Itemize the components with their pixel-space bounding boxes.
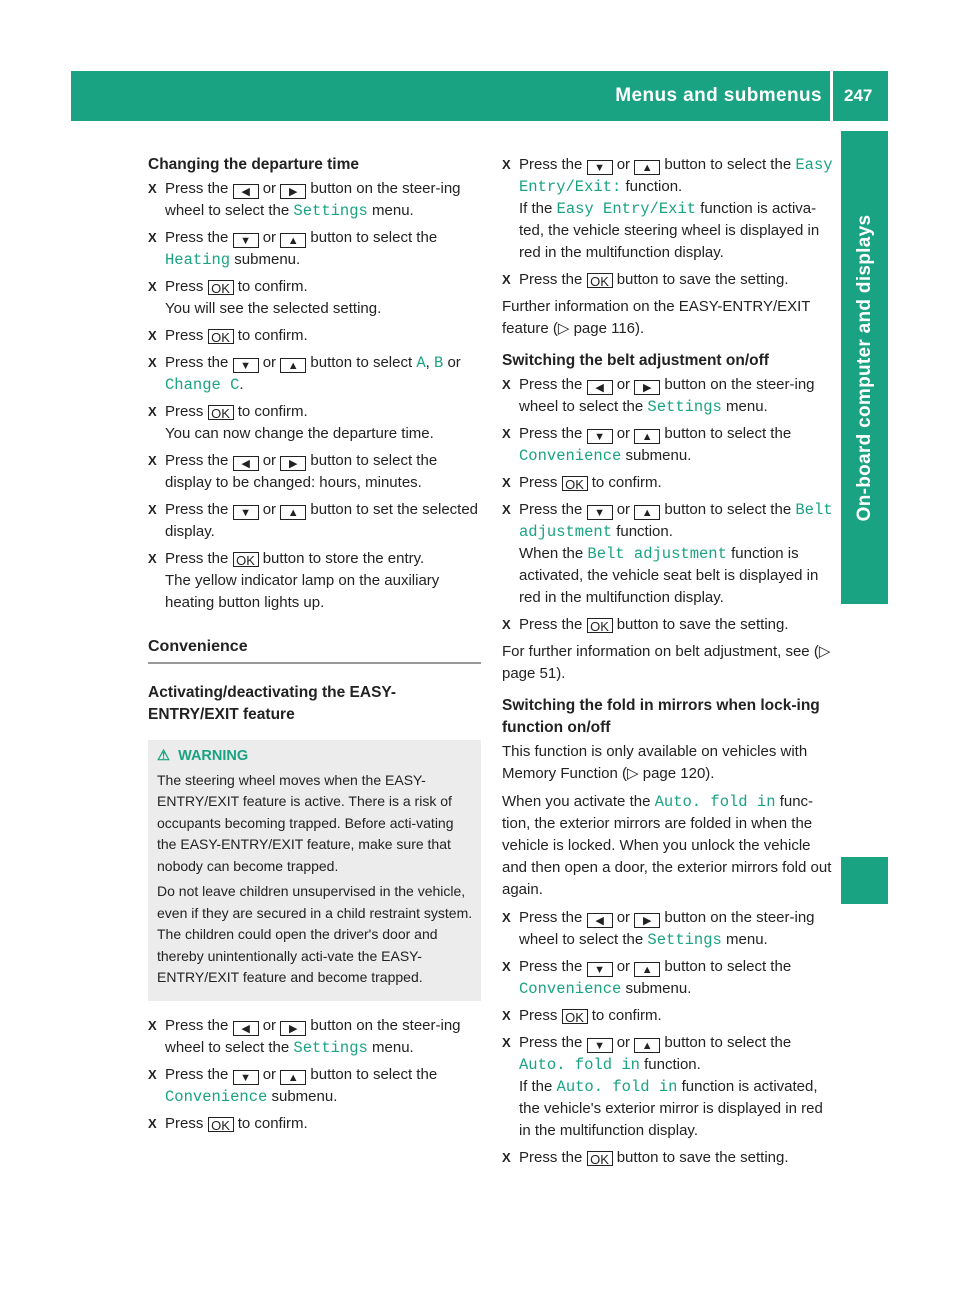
step: X Press the ▼ or ▲ button to select the Heating submenu. xyxy=(148,227,481,271)
paragraph: When you activate the Auto. fold in func-tion, the exterior mirrors are folded in when the vehicle is locked. When you unlock the vehicle and then open a door, the exterior mirrors fold out again. xyxy=(502,793,832,898)
ok-key-icon: OK xyxy=(562,1009,588,1024)
side-tab-label: On-board computer and displays xyxy=(854,214,875,522)
warning-triangle-icon: ⚠ xyxy=(157,748,170,764)
heading-easy-entry: Activating/deactivating the EASY-ENTRY/EXIT feature xyxy=(148,684,397,723)
header-title: Menus and submenus xyxy=(615,85,822,106)
paragraph: This function is only available on vehicles with Memory Function (▷ page 120). xyxy=(502,743,808,782)
up-arrow-key-icon: ▲ xyxy=(280,505,306,520)
side-marker xyxy=(841,857,888,904)
left-column xyxy=(148,154,481,1140)
up-arrow-key-icon: ▲ xyxy=(634,160,660,175)
right-arrow-key-icon: ▶ xyxy=(280,1021,306,1036)
step: X Press the ◀ or ▶ button on the steer-ing wheel to select the Settings menu. xyxy=(148,1015,481,1059)
down-arrow-key-icon: ▼ xyxy=(233,233,259,248)
down-arrow-key-icon: ▼ xyxy=(587,429,613,444)
paragraph: For further information on belt adjustment, see (▷ page 51). xyxy=(502,643,831,682)
heading-belt: Switching the belt adjustment on/off xyxy=(502,352,769,369)
down-arrow-key-icon: ▼ xyxy=(233,505,259,520)
step: X Press the ◀ or ▶ button to select the display to be changed: hours, minutes. xyxy=(148,450,481,494)
step: X Press the ◀ or ▶ button on the steer-ing wheel to select the Settings menu. xyxy=(148,178,481,222)
step: X Press OK to confirm. You can now change the departure time. xyxy=(148,401,481,445)
up-arrow-key-icon: ▲ xyxy=(280,233,306,248)
step: X Press the ◀ or ▶ button on the steer-ing wheel to select the Settings menu. xyxy=(502,907,835,951)
right-arrow-key-icon: ▶ xyxy=(634,380,660,395)
step: X Press OK to confirm. xyxy=(148,325,481,347)
page-number: 247 xyxy=(844,86,873,105)
step: X Press OK to confirm. xyxy=(502,472,835,494)
right-arrow-key-icon: ▶ xyxy=(634,913,660,928)
step: X Press the ▼ or ▲ button to select the Auto. fold in function. If the Auto. fold in function is activated, the vehicle's exterior mirror is displayed in red in the multifunction display. xyxy=(502,1032,835,1142)
step: X Press the ◀ or ▶ button on the steer-ing wheel to select the Settings menu. xyxy=(502,374,835,418)
menu-term: Settings xyxy=(293,202,368,220)
left-arrow-key-icon: ◀ xyxy=(233,1021,259,1036)
step: X Press OK to confirm. xyxy=(502,1005,835,1027)
warning-text: Do not leave children unsupervised in the vehicle, even if they are secured in a child restraint system. The children could open the driver's door and thereby unintentionally acti-vate the EASY-ENTRY/EXIT feature and become trapped. xyxy=(157,883,473,985)
up-arrow-key-icon: ▲ xyxy=(634,429,660,444)
ok-key-icon: OK xyxy=(208,329,234,344)
heading-fold: Switching the fold in mirrors when lock-ing function on/off xyxy=(502,697,820,736)
step: X Press the OK button to save the setting. xyxy=(502,614,835,636)
menu-term: Heating xyxy=(165,251,231,269)
up-arrow-key-icon: ▲ xyxy=(280,1070,306,1085)
section-title-convenience: Convenience xyxy=(148,636,481,664)
step: X Press the ▼ or ▲ button to select A, B or Change C. xyxy=(148,352,481,396)
down-arrow-key-icon: ▼ xyxy=(233,358,259,373)
step: X Press the ▼ or ▲ button to select the Convenience submenu. xyxy=(502,423,835,467)
step: X Press the OK button to store the entry. The yellow indicator lamp on the auxiliary heating button lights up. xyxy=(148,548,481,614)
left-arrow-key-icon: ◀ xyxy=(233,456,259,471)
left-arrow-key-icon: ◀ xyxy=(233,184,259,199)
down-arrow-key-icon: ▼ xyxy=(587,962,613,977)
ok-key-icon: OK xyxy=(208,280,234,295)
up-arrow-key-icon: ▲ xyxy=(634,962,660,977)
down-arrow-key-icon: ▼ xyxy=(587,160,613,175)
down-arrow-key-icon: ▼ xyxy=(587,505,613,520)
step: X Press OK to confirm. xyxy=(148,1113,481,1135)
warning-text: The steering wheel moves when the EASY-ENTRY/EXIT feature is active. There is a risk of occupants becoming trapped. Before acti-vating the EASY-ENTRY/EXIT feature, make sure that nobody can become trapped. xyxy=(157,771,454,874)
up-arrow-key-icon: ▲ xyxy=(634,505,660,520)
up-arrow-key-icon: ▲ xyxy=(634,1038,660,1053)
step: X Press the ▼ or ▲ button to select the Convenience submenu. xyxy=(148,1064,481,1108)
header-divider xyxy=(830,71,833,121)
up-arrow-key-icon: ▲ xyxy=(280,358,306,373)
left-arrow-key-icon: ◀ xyxy=(587,380,613,395)
step: X Press the OK button to save the setting. xyxy=(502,269,835,291)
left-arrow-key-icon: ◀ xyxy=(587,913,613,928)
ok-key-icon: OK xyxy=(208,1117,234,1132)
ok-key-icon: OK xyxy=(587,618,613,633)
ok-key-icon: OK xyxy=(587,273,613,288)
step: X Press the ▼ or ▲ button to select the Easy Entry/Exit: function. If the Easy Entry/Exit function is activa-ted, the vehicle steering wheel is displayed in red in the multifunction display. xyxy=(502,154,835,264)
ok-key-icon: OK xyxy=(562,476,588,491)
right-column xyxy=(502,154,835,1174)
step: X Press the OK button to save the setting. xyxy=(502,1147,835,1169)
step: X Press OK to confirm. You will see the selected setting. xyxy=(148,276,481,320)
ok-key-icon: OK xyxy=(587,1151,613,1166)
warning-box xyxy=(148,740,481,1001)
heading-departure: Changing the departure time xyxy=(148,156,359,173)
down-arrow-key-icon: ▼ xyxy=(233,1070,259,1085)
right-arrow-key-icon: ▶ xyxy=(280,456,306,471)
right-arrow-key-icon: ▶ xyxy=(280,184,306,199)
paragraph: Further information on the EASY-ENTRY/EXIT feature (▷ page 116). xyxy=(502,298,811,337)
warning-header: ⚠ WARNING xyxy=(157,748,249,764)
step: X Press the ▼ or ▲ button to set the selected display. xyxy=(148,499,481,543)
page-header xyxy=(71,71,888,121)
ok-key-icon: OK xyxy=(233,552,259,567)
down-arrow-key-icon: ▼ xyxy=(587,1038,613,1053)
ok-key-icon: OK xyxy=(208,405,234,420)
step: X Press the ▼ or ▲ button to select the Convenience submenu. xyxy=(502,956,835,1000)
step: X Press the ▼ or ▲ button to select the Belt adjustment function. When the Belt adjustment function is activated, the vehicle seat belt is displayed in red in the multifunction display. xyxy=(502,499,835,609)
